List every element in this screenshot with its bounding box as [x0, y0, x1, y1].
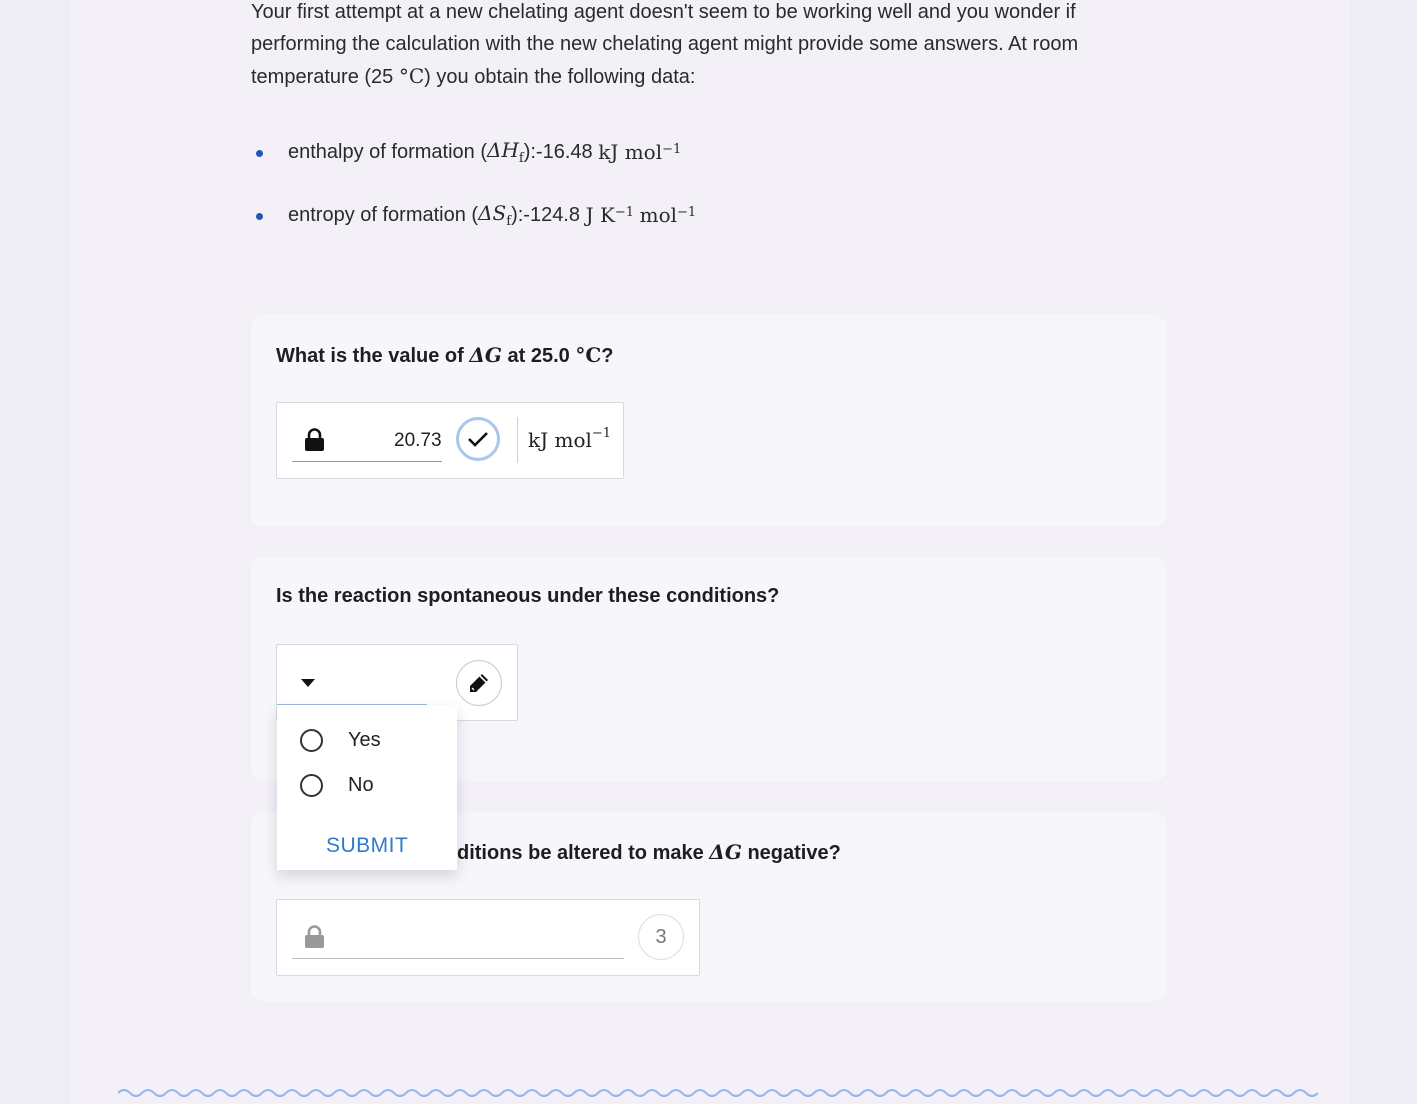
options-dropdown — [277, 705, 457, 870]
select-dropdown-toggle[interactable] — [277, 645, 427, 705]
lock-icon — [304, 925, 325, 949]
delta-g-value: 20.73 — [394, 430, 442, 451]
correct-check-icon — [456, 417, 500, 461]
intro-line-3: temperature (25 °C) you obtain the following data: — [251, 64, 696, 88]
question-2-title: Is the reaction spontaneous under these conditions? — [276, 585, 780, 607]
input-underline — [292, 461, 442, 462]
question-3-title: ditions be altered to make ΔG negative? — [457, 840, 841, 864]
edit-answer-button[interactable] — [456, 660, 502, 706]
data-list — [256, 130, 696, 256]
unit-divider — [517, 417, 518, 463]
wavy-divider — [118, 1086, 1318, 1100]
submit-button[interactable]: SUBMIT — [326, 834, 409, 857]
option-no[interactable]: No — [300, 774, 374, 797]
answer-box-conditions — [276, 899, 700, 976]
delta-g-unit: kJ mol$^{-1}$ — [528, 426, 612, 452]
intro-line-1: Your first attempt at a new chelating agent doesn't seem to be working well and you wonder if — [251, 1, 1076, 23]
question-card-1 — [251, 315, 1166, 527]
radio-yes[interactable] — [300, 729, 323, 752]
option-yes[interactable]: Yes — [300, 729, 381, 752]
lock-icon — [304, 428, 325, 452]
list-item-enthalpy: enthalpy of formation ( $\Delta H_f$ ): -16.48 kJ mol $^{-1}$ — [256, 130, 696, 174]
intro-paragraph — [251, 0, 1161, 93]
bullet-dot — [256, 150, 263, 157]
temperature-unit: °C — [398, 64, 425, 88]
radio-no[interactable] — [300, 774, 323, 797]
bullet-dot — [256, 213, 263, 220]
pencil-icon — [467, 671, 491, 695]
input-underline[interactable] — [292, 958, 624, 959]
attempts-remaining-badge: 3 — [638, 914, 684, 960]
caret-down-icon — [301, 679, 315, 687]
list-item-entropy: entropy of formation ( $\Delta S_f$ ): -124.8 J K $^{-1}$ mol $^{-1}$ — [256, 193, 696, 237]
answer-box-delta-g — [276, 402, 624, 479]
question-1-title: What is the value of ΔG at 25.0 °C? — [276, 343, 614, 367]
intro-line-2: performing the calculation with the new chelating agent might provide some answers. At room — [251, 33, 1079, 55]
